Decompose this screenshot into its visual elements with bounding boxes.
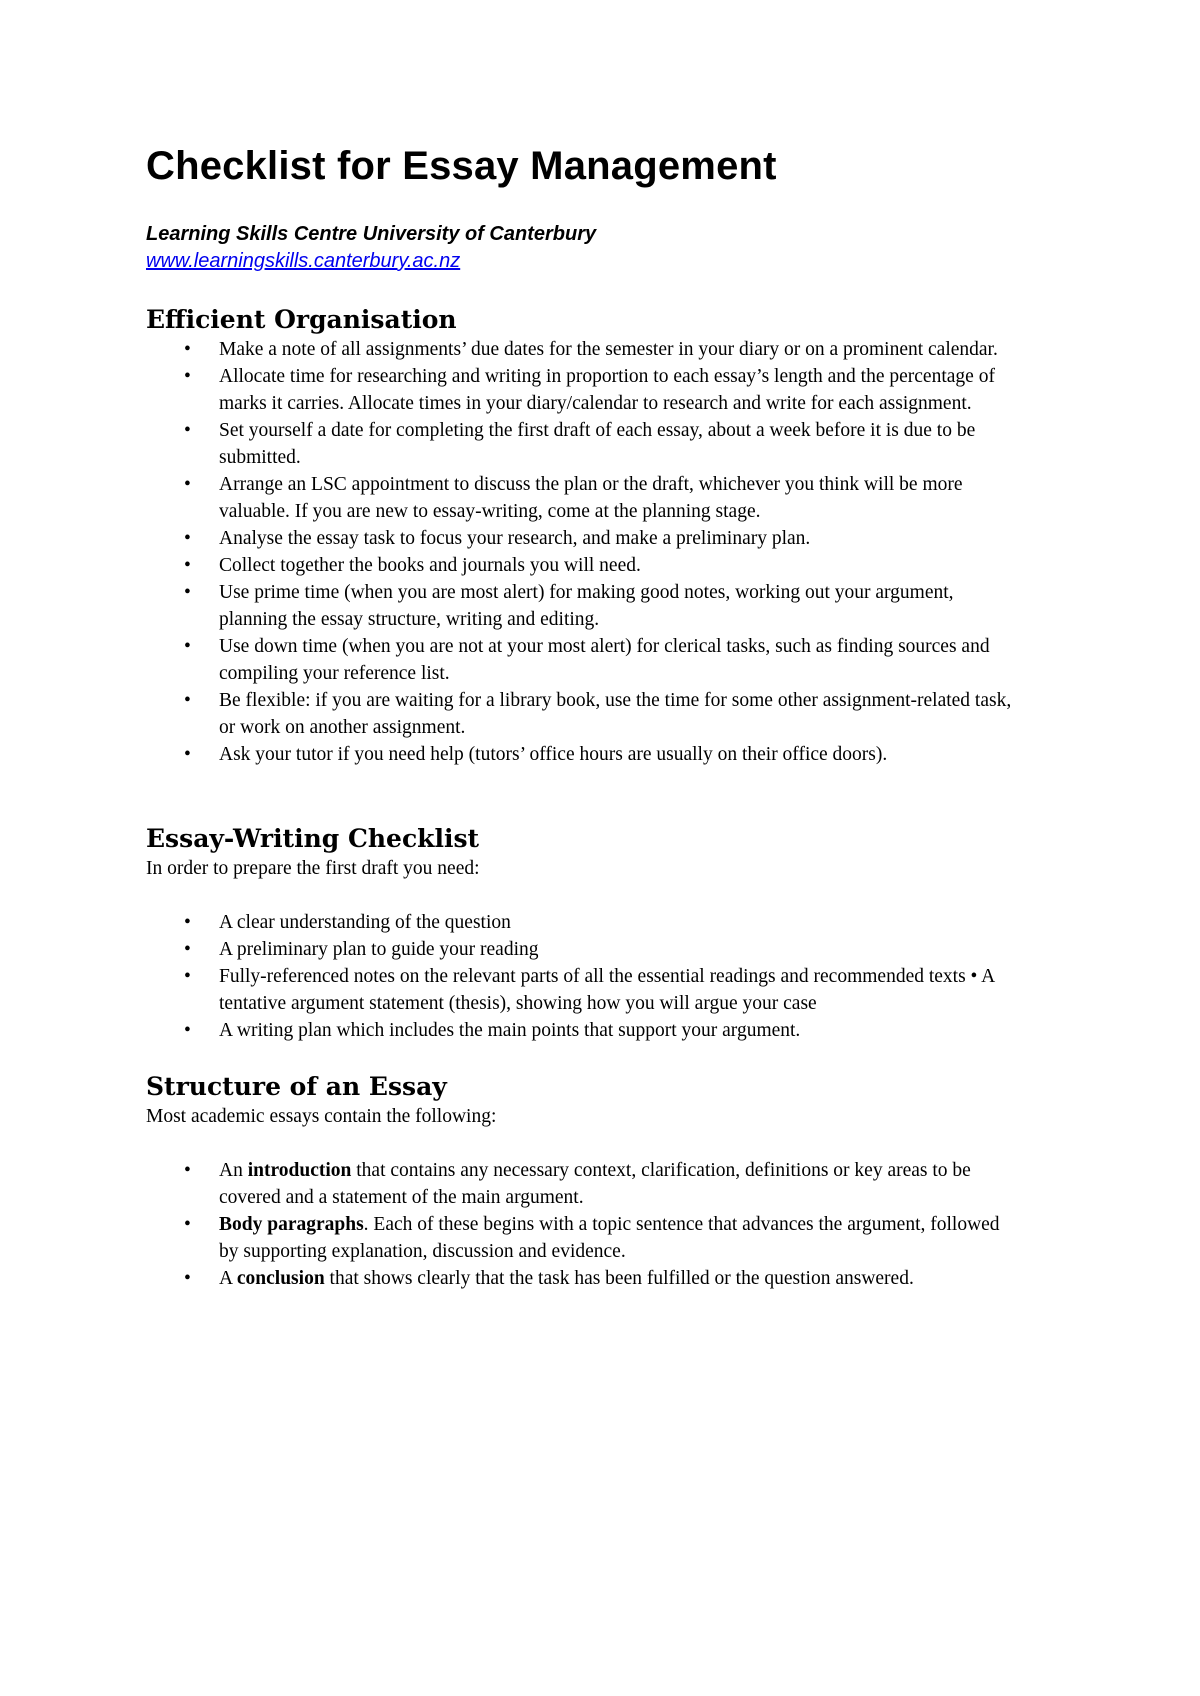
section-heading-efficient-organisation: Efficient Organisation xyxy=(146,305,457,334)
bullet-icon: • xyxy=(184,1020,191,1041)
list-item xyxy=(146,552,1019,579)
list-item xyxy=(146,579,1019,633)
section-heading-structure-of-an-essay: Structure of an Essay xyxy=(146,1072,447,1101)
document-title: Checklist for Essay Management xyxy=(146,144,777,188)
list-item-text: Set yourself a date for completing the first draft of each essay, about a week before it is due to be submitted. xyxy=(219,420,976,468)
list-item xyxy=(146,471,1019,525)
list-item-text-post: . Each of these begins with a topic sentence that advances the argument, followed by supporting explanation, discussion and evidence. xyxy=(219,1214,1000,1262)
list-item-text: Arrange an LSC appointment to discuss the plan or the draft, whichever you think will be more valuable. If you are new to essay-writing, come at the planning stage. xyxy=(219,474,963,522)
list-item-text-pre: A xyxy=(219,1268,237,1289)
list-item-text: Ask your tutor if you need help (tutors’ office hours are usually on their office doors). xyxy=(219,744,888,765)
list-item xyxy=(146,525,1019,552)
website-link[interactable]: www.learningskills.canterbury.ac.nz xyxy=(146,250,461,272)
bullet-icon: • xyxy=(184,1214,191,1235)
bullet-icon: • xyxy=(184,939,191,960)
list-item-bold-term: introduction xyxy=(247,1160,352,1181)
list-item-bold-term: Body paragraphs xyxy=(219,1214,364,1235)
list-item xyxy=(146,363,1019,417)
list-item xyxy=(146,741,1019,768)
list-item xyxy=(146,1157,1019,1211)
efficient-organisation-list xyxy=(146,336,1046,768)
list-item xyxy=(146,1017,1019,1044)
list-item-text: Allocate time for researching and writing in proportion to each essay’s length and the percentage of marks it carries. Allocate times in your diary/calendar to research and write for each assignment. xyxy=(219,366,995,414)
list-item xyxy=(146,909,1019,936)
list-item xyxy=(146,963,1019,1017)
bullet-icon: • xyxy=(184,420,191,441)
list-item xyxy=(146,1265,1019,1292)
list-item-text-post: that contains any necessary context, clarification, definitions or key areas to be covered and a statement of the main argument. xyxy=(219,1160,971,1208)
list-item-text: Use down time (when you are not at your most alert) for clerical tasks, such as finding sources and compiling your reference list. xyxy=(219,636,990,684)
list-item-text: A preliminary plan to guide your reading xyxy=(219,939,539,960)
list-item-text-post: that shows clearly that the task has been fulfilled or the question answered. xyxy=(324,1268,914,1289)
bullet-icon: • xyxy=(184,1268,191,1289)
list-item xyxy=(146,336,1019,363)
bullet-icon: • xyxy=(184,366,191,387)
bullet-icon: • xyxy=(184,582,191,603)
bullet-icon: • xyxy=(184,1160,191,1181)
section-heading-essay-writing-checklist: Essay-Writing Checklist xyxy=(146,824,480,853)
checklist-intro: In order to prepare the first draft you need: xyxy=(146,858,480,879)
document-page xyxy=(146,140,1046,1292)
list-item-text: Make a note of all assignments’ due dates for the semester in your diary or on a prominent calendar. xyxy=(219,339,998,360)
bullet-icon: • xyxy=(184,555,191,576)
bullet-icon: • xyxy=(184,744,191,765)
list-item xyxy=(146,687,1019,741)
structure-of-an-essay-list xyxy=(146,1157,1046,1292)
bullet-icon: • xyxy=(184,528,191,549)
bullet-icon: • xyxy=(184,636,191,657)
structure-intro: Most academic essays contain the following: xyxy=(146,1106,497,1127)
list-item-text: A clear understanding of the question xyxy=(219,912,511,933)
bullet-icon: • xyxy=(184,690,191,711)
list-item xyxy=(146,633,1019,687)
list-item-text: Analyse the essay task to focus your research, and make a preliminary plan. xyxy=(219,528,811,549)
list-item-text: Fully-referenced notes on the relevant parts of all the essential readings and recommended texts • A tentative argument statement (thesis), showing how you will argue your case xyxy=(219,966,995,1014)
bullet-icon: • xyxy=(184,474,191,495)
list-item-text: A writing plan which includes the main points that support your argument. xyxy=(219,1020,801,1041)
bullet-icon: • xyxy=(184,912,191,933)
essay-writing-checklist-list xyxy=(146,909,1046,1044)
bullet-icon: • xyxy=(184,966,191,987)
list-item xyxy=(146,1211,1019,1265)
document-subtitle: Learning Skills Centre University of Canterbury xyxy=(146,223,597,245)
list-item-text-pre: An xyxy=(219,1160,248,1181)
list-item-bold-term: conclusion xyxy=(236,1268,325,1289)
list-item xyxy=(146,936,1019,963)
list-item-text: Use prime time (when you are most alert) for making good notes, working out your argument, planning the essay structure, writing and editing. xyxy=(219,582,954,630)
list-item-text: Be flexible: if you are waiting for a library book, use the time for some other assignment-related task, or work on another assignment. xyxy=(219,690,1012,738)
list-item xyxy=(146,417,1019,471)
bullet-icon: • xyxy=(184,339,191,360)
list-item-text: Collect together the books and journals you will need. xyxy=(219,555,641,576)
